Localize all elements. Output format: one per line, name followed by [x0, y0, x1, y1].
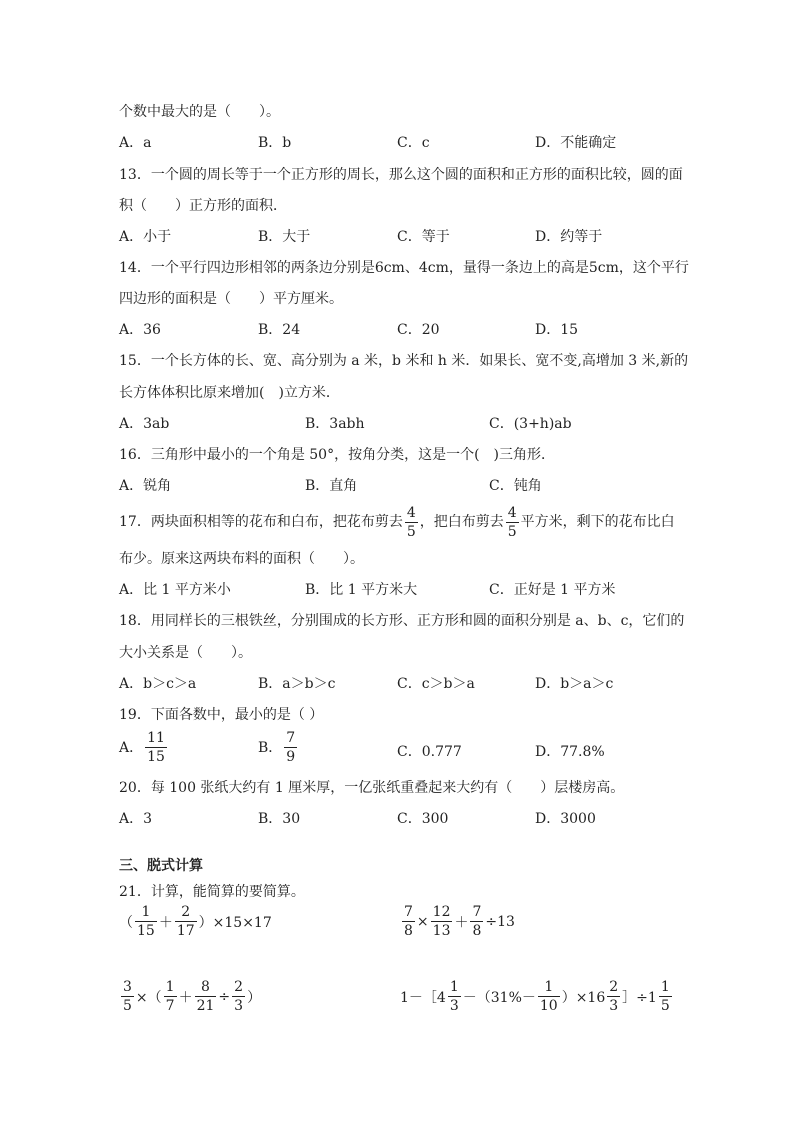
q19-stem: 19．下面各数中，最小的是（ ）: [119, 707, 324, 723]
q19-option-a[interactable]: [119, 731, 169, 764]
q12-option-d[interactable]: D．不能确定: [535, 135, 617, 151]
expr2-fraction-c: $\frac{7}{8}$: [472, 904, 482, 939]
q17-stem-line1: [119, 503, 675, 541]
q18-stem-line2: 大小关系是（ ）。: [119, 645, 252, 661]
q19-option-b-label: B．: [258, 739, 283, 756]
q18-option-b[interactable]: B．a＞b＞c: [258, 676, 336, 692]
expression-1: （ $\frac{1}{15}$ ＋ $\frac{2}{17}$ ）×15×17: [119, 904, 272, 939]
q12-option-a[interactable]: A．a: [119, 135, 152, 151]
q15-stem-line2: 长方体体积比原来增加( )立方米．: [119, 385, 340, 401]
q19-option-d[interactable]: D．77.8%: [535, 744, 605, 760]
q15-stem-line1: 15．一个长方体的长、宽、高分别为 a 米，b 米和 h 米．如果长、宽不变,高增加 3 米,新的: [119, 353, 689, 369]
q16-option-b[interactable]: B．直角: [305, 478, 358, 494]
q17-text-mid: ，把白布剪去: [419, 514, 504, 530]
q14-option-c[interactable]: C．20: [397, 322, 440, 338]
section-title: 三、脱式计算: [119, 858, 203, 874]
expr4-fraction-a: $\frac{1}{3}$: [449, 979, 459, 1014]
expr3-fraction-d: $\frac{2}{3}$: [234, 979, 244, 1014]
q17-option-b[interactable]: B．比 1 平方米大: [305, 582, 418, 598]
q17-option-a[interactable]: A．比 1 平方米小: [119, 582, 231, 598]
expr3-fraction-a: $\frac{3}{5}$: [123, 979, 132, 1014]
q19-option-b[interactable]: [258, 731, 299, 764]
q17-text-pre: 17．两块面积相等的花布和白布，把花布剪去: [119, 514, 403, 530]
q17-fraction-2: $\frac{4}{5}$: [507, 504, 517, 540]
q14-option-d[interactable]: D．15: [535, 322, 579, 338]
q16-option-a[interactable]: A．锐角: [119, 478, 172, 494]
q14-stem-line2: 四边形的面积是（ ）平方厘米。: [119, 291, 343, 307]
q15-option-c[interactable]: C．(3+h)ab: [489, 416, 572, 432]
q16-option-c[interactable]: C．钝角: [489, 478, 542, 494]
q18-option-c[interactable]: C．c＞b＞a: [397, 676, 475, 692]
q16-stem: 16．三角形中最小的一个角是 50°，按角分类，这是一个( )三角形．: [119, 447, 556, 463]
q17-option-c[interactable]: C．正好是 1 平方米: [489, 582, 616, 598]
q14-option-a[interactable]: A．36: [119, 322, 161, 338]
q18-option-d[interactable]: D．b＞a＞c: [535, 676, 614, 692]
q19-option-a-label: A．: [119, 739, 144, 756]
q20-option-a[interactable]: A．3: [119, 811, 153, 827]
q13-option-d[interactable]: D．约等于: [535, 229, 603, 245]
q21-stem: 21．计算，能简算的要简算。: [119, 884, 305, 900]
q13-option-b[interactable]: B．大于: [258, 229, 311, 245]
expression-2: $\frac{7}{8}$ × $\frac{12}{13}$ ＋ $\frac{7}{8}$ ÷13: [404, 904, 515, 939]
expr3-fraction-c: $\frac{8}{21}$: [196, 979, 215, 1014]
q13-stem-line1: 13．一个圆的周长等于一个正方形的周长，那么这个圆的面积和正方形的面积比较，圆的面: [119, 167, 683, 183]
expression-3: $\frac{3}{5}$ ×（ $\frac{1}{7}$ ＋ $\frac{8}{21}$ ÷ $\frac{2}{3}$ ）: [123, 979, 262, 1014]
expr3-fraction-b: $\frac{1}{7}$: [165, 979, 175, 1014]
q17-stem-line2: 布少。原来这两块布料的面积（ ）。: [119, 551, 364, 567]
q14-option-b[interactable]: B．24: [258, 322, 301, 338]
q20-option-b[interactable]: B．30: [258, 811, 301, 827]
expr1-fraction-b: $\frac{2}{17}$: [176, 904, 195, 939]
q15-option-b[interactable]: B．3abh: [305, 416, 365, 432]
q14-stem-line1: 14．一个平行四边形相邻的两条边分别是6cm、4cm，量得一条边上的高是5cm，这个平行: [119, 260, 689, 276]
q18-option-a[interactable]: A．b＞c＞a: [119, 676, 197, 692]
q19-option-b-fraction: $\frac{7}{9}$: [286, 730, 296, 765]
q18-stem-line1: 18．用同样长的三根铁丝，分别围成的长方形、正方形和圆的面积分别是 a、b、c，它们的: [119, 613, 685, 629]
expr4-fraction-c: $\frac{2}{3}$: [609, 979, 619, 1014]
q13-option-c[interactable]: C．等于: [397, 229, 450, 245]
q17-fraction-1: $\frac{4}{5}$: [406, 504, 416, 540]
q12-stem: 个数中最大的是（ ）。: [119, 104, 280, 120]
q20-stem: 20．每 100 张纸大约有 1 厘米厚，一亿张纸重叠起来大约有（ ）层楼房高。: [119, 780, 625, 796]
q12-option-c[interactable]: C．c: [397, 135, 430, 151]
expr2-fraction-b: $\frac{12}{13}$: [432, 904, 451, 939]
q17-text-post: 平方米，剩下的花布比白: [520, 514, 675, 530]
expr1-fraction-a: $\frac{1}{15}$: [137, 904, 155, 939]
expr4-fraction-b: $\frac{1}{10}$: [539, 979, 558, 1014]
q12-option-b[interactable]: B．b: [258, 135, 292, 151]
q20-option-c[interactable]: C．300: [397, 811, 449, 827]
expr4-fraction-d: $\frac{1}{5}$: [660, 979, 670, 1014]
q20-option-d[interactable]: D．3000: [535, 811, 596, 827]
q19-option-c[interactable]: C．0.777: [397, 744, 462, 760]
expression-4: 1－［4 $\frac{1}{3}$ －（31%－ $\frac{1}{10}$ ）×16 $\frac{2}{3}$ ］÷1 $\frac{1}{5}$: [400, 979, 670, 1014]
expr2-fraction-a: $\frac{7}{8}$: [404, 904, 413, 939]
q13-option-a[interactable]: A．小于: [119, 229, 172, 245]
q15-option-a[interactable]: A．3ab: [119, 416, 170, 432]
q13-stem-line2: 积（ ）正方形的面积．: [119, 198, 287, 214]
q19-option-a-fraction: $\frac{11}{15}$: [147, 730, 165, 765]
